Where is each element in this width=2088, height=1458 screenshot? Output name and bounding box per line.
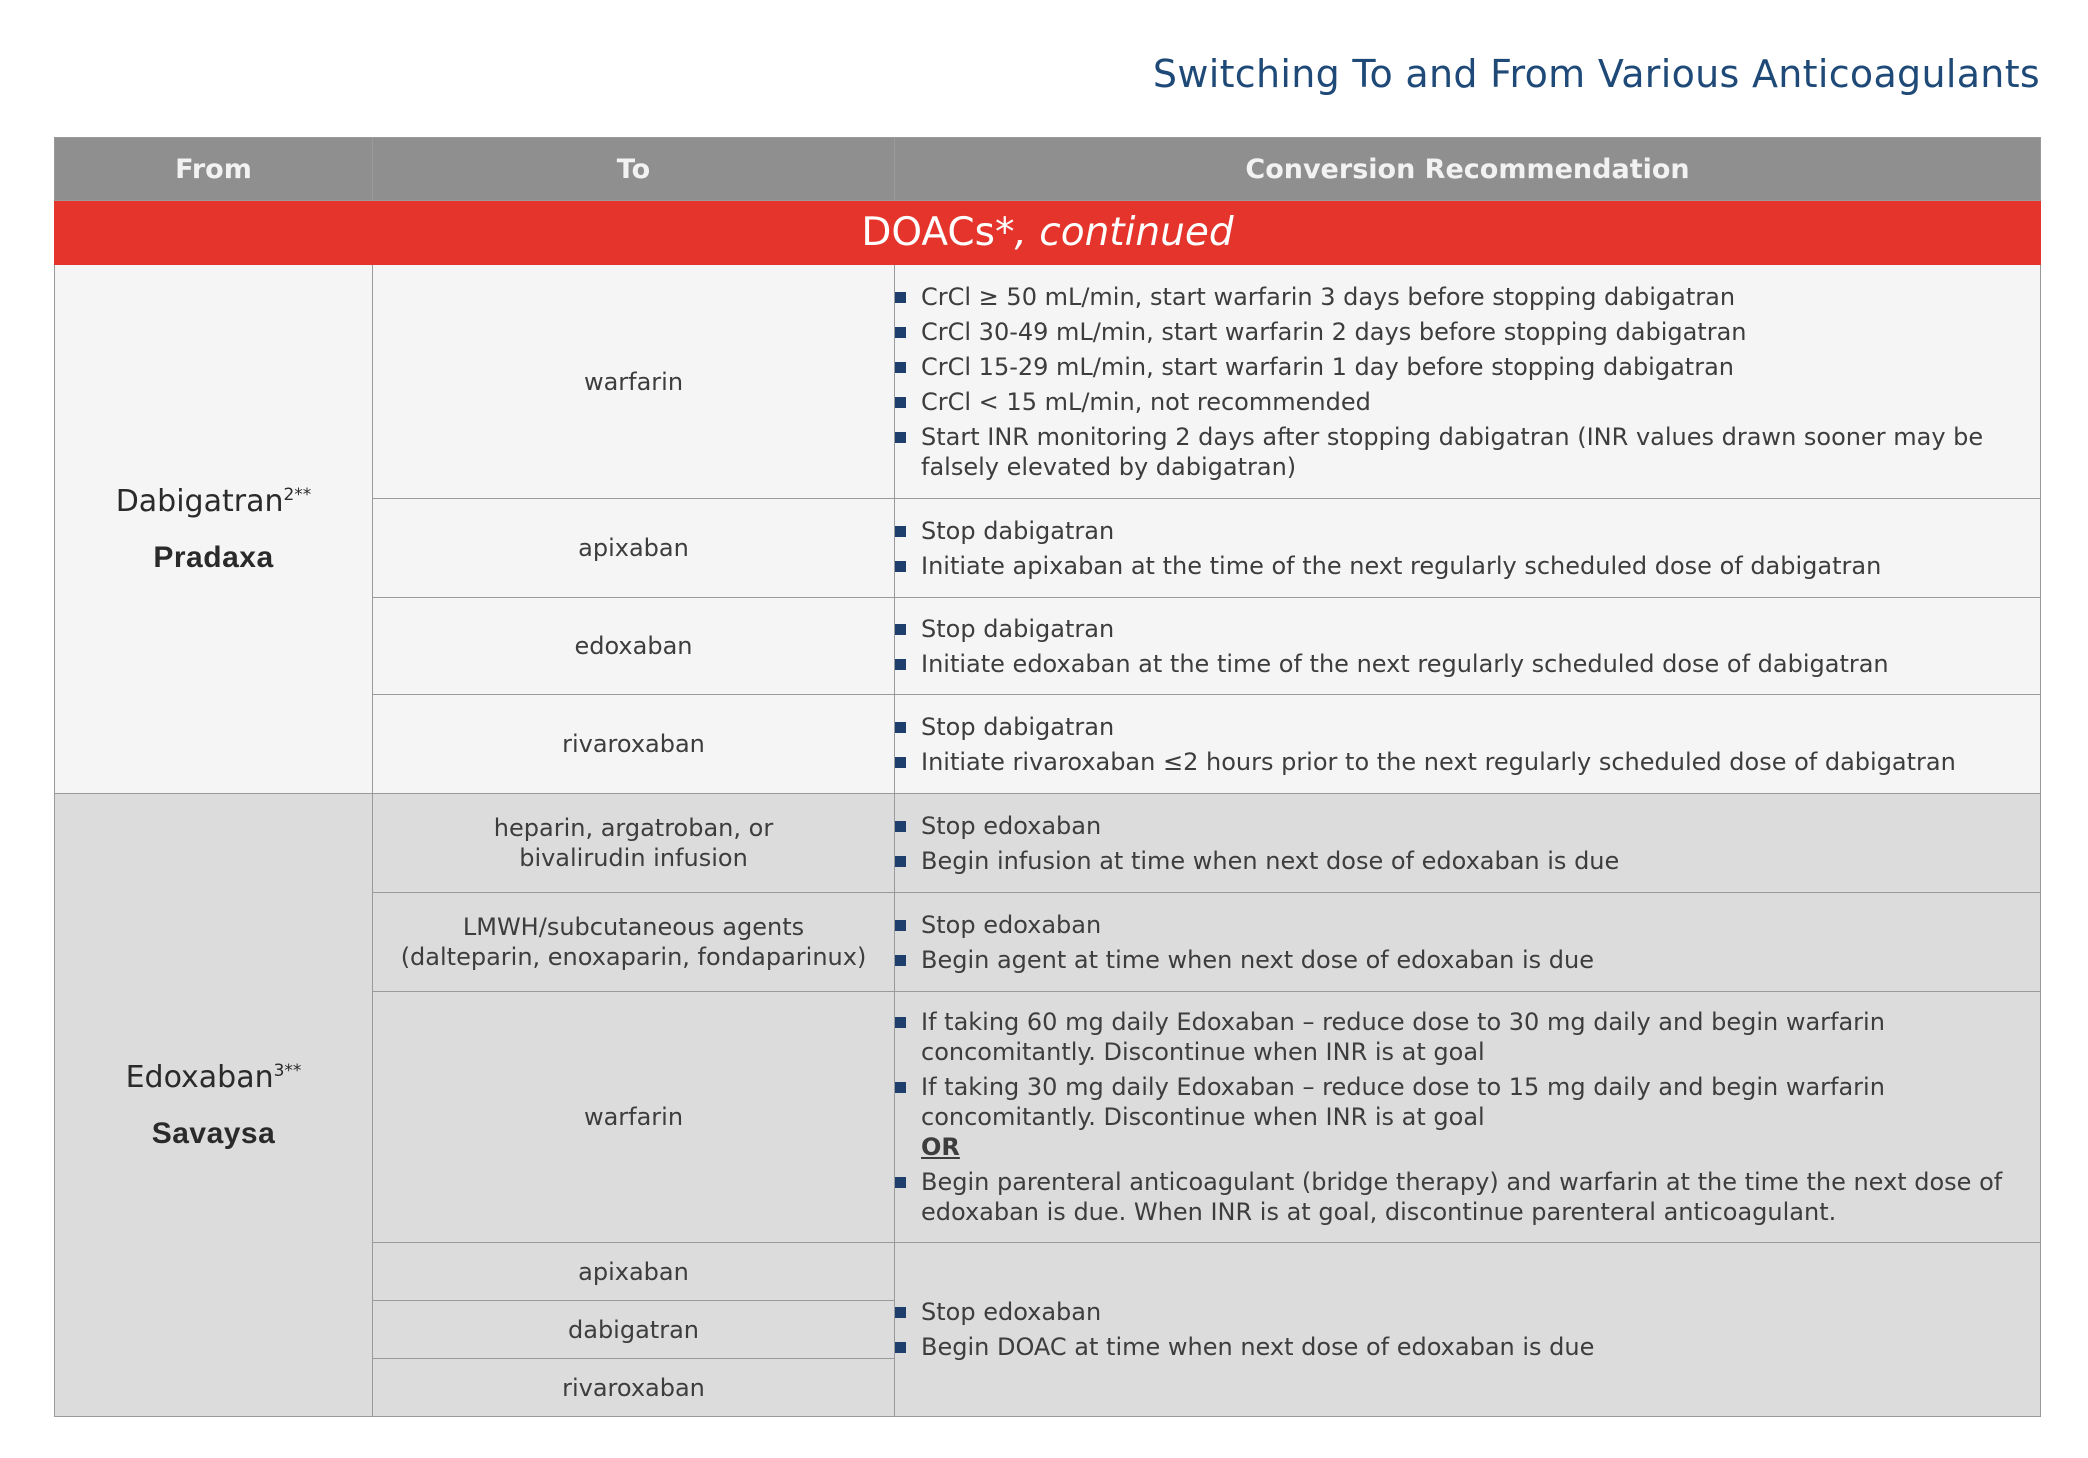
list-item: Initiate apixaban at the time of the next regularly scheduled dose of dabigatran	[895, 551, 2040, 581]
recommendation-list	[895, 910, 2040, 975]
square-bullet-icon	[895, 1017, 906, 1028]
to-cell: warfarin	[373, 992, 895, 1243]
list-item: Stop dabigatran	[895, 516, 2040, 546]
to-cell: rivaroxaban	[373, 695, 895, 794]
list-item: Stop dabigatran	[895, 614, 2040, 644]
recommendation-list	[895, 811, 2040, 876]
or-separator: OR	[921, 1133, 960, 1161]
list-item: If taking 30 mg daily Edoxaban – reduce dose to 15 mg daily and begin warfarin concomitantly. Discontinue when INR is at goal	[895, 1072, 2040, 1132]
list-item: CrCl 15-29 mL/min, start warfarin 1 day before stopping dabigatran	[895, 352, 2040, 382]
list-item: Begin DOAC at time when next dose of edoxaban is due	[895, 1332, 2040, 1362]
list-item: Begin agent at time when next dose of edoxaban is due	[895, 945, 2040, 975]
to-cell: heparin, argatroban, or bivalirudin infusion	[373, 794, 895, 893]
recommendation-cell	[895, 695, 2041, 794]
conversion-table	[54, 137, 2041, 1417]
from-cell-dabigatran	[55, 265, 373, 794]
square-bullet-icon	[895, 526, 906, 537]
page-title: Switching To and From Various Anticoagulants	[1152, 52, 2040, 96]
square-bullet-icon	[895, 659, 906, 670]
square-bullet-icon	[895, 920, 906, 931]
recommendation-list	[895, 282, 2040, 482]
square-bullet-icon	[895, 432, 906, 443]
square-bullet-icon	[895, 397, 906, 408]
recommendation-cell	[895, 265, 2041, 499]
recommendation-cell	[895, 794, 2041, 893]
header-recommendation: Conversion Recommendation	[895, 138, 2041, 201]
to-cell: warfarin	[373, 265, 895, 499]
band-name: DOACs*	[861, 210, 1015, 255]
list-item: Stop edoxaban	[895, 910, 2040, 940]
to-cell: apixaban	[373, 1243, 895, 1301]
square-bullet-icon	[895, 955, 906, 966]
to-cell: rivaroxaban	[373, 1359, 895, 1417]
to-cell: apixaban	[373, 499, 895, 598]
square-bullet-icon	[895, 856, 906, 867]
square-bullet-icon	[895, 561, 906, 572]
from-generic-name: Dabigatran$^{2**}$	[115, 483, 312, 519]
header-to: To	[373, 138, 895, 201]
square-bullet-icon	[895, 624, 906, 635]
list-item: If taking 60 mg daily Edoxaban – reduce dose to 30 mg daily and begin warfarin concomitantly. Discontinue when INR is at goal	[895, 1007, 2040, 1067]
band-tail: , continued	[1014, 210, 1234, 255]
recommendation-list	[895, 712, 2040, 777]
from-brand-name: Savaysa	[151, 1116, 276, 1150]
recommendation-list	[895, 614, 2040, 679]
list-item: Start INR monitoring 2 days after stopping dabigatran (INR values drawn sooner may be falsely elevated by dabigatran)	[895, 422, 2040, 482]
table-row	[55, 794, 2041, 893]
square-bullet-icon	[895, 362, 906, 373]
recommendation-cell	[895, 499, 2041, 598]
header-row	[55, 138, 2041, 201]
recommendation-cell	[895, 893, 2041, 992]
recommendation-cell	[895, 598, 2041, 695]
square-bullet-icon	[895, 327, 906, 338]
square-bullet-icon	[895, 757, 906, 768]
section-band	[55, 201, 2041, 265]
list-item: Stop edoxaban	[895, 1297, 2040, 1327]
to-cell: edoxaban	[373, 598, 895, 695]
list-item: Begin parenteral anticoagulant (bridge therapy) and warfarin at the time the next dose of edoxaban is due. When INR is at goal, discontinue parenteral anticoagulant.	[895, 1167, 2040, 1227]
recommendation-list	[895, 1167, 2040, 1227]
table-row	[55, 265, 2041, 499]
to-cell: dabigatran	[373, 1301, 895, 1359]
list-item: Initiate rivaroxaban ≤2 hours prior to the next regularly scheduled dose of dabigatran	[895, 747, 2040, 777]
recommendation-cell	[895, 1243, 2041, 1417]
from-generic-name: Edoxaban$^{3**}$	[125, 1059, 302, 1095]
from-brand-name: Pradaxa	[153, 540, 274, 574]
to-cell: LMWH/subcutaneous agents (dalteparin, enoxaparin, fondaparinux)	[373, 893, 895, 992]
list-item: CrCl 30-49 mL/min, start warfarin 2 days before stopping dabigatran	[895, 317, 2040, 347]
list-item: CrCl < 15 mL/min, not recommended	[895, 387, 2040, 417]
recommendation-list	[895, 1007, 2040, 1132]
recommendation-list	[895, 516, 2040, 581]
recommendation-cell	[895, 992, 2041, 1243]
square-bullet-icon	[895, 1342, 906, 1353]
list-item: Initiate edoxaban at the time of the next regularly scheduled dose of dabigatran	[895, 649, 2040, 679]
square-bullet-icon	[895, 722, 906, 733]
list-item: Begin infusion at time when next dose of edoxaban is due	[895, 846, 2040, 876]
square-bullet-icon	[895, 1307, 906, 1318]
list-item: Stop dabigatran	[895, 712, 2040, 742]
from-cell-edoxaban	[55, 794, 373, 1417]
list-item: CrCl ≥ 50 mL/min, start warfarin 3 days before stopping dabigatran	[895, 282, 2040, 312]
section-band-cell	[55, 201, 2041, 265]
square-bullet-icon	[895, 292, 906, 303]
square-bullet-icon	[895, 1177, 906, 1188]
square-bullet-icon	[895, 821, 906, 832]
list-item: Stop edoxaban	[895, 811, 2040, 841]
header-from: From	[55, 138, 373, 201]
square-bullet-icon	[895, 1082, 906, 1093]
recommendation-list	[895, 1297, 2040, 1362]
